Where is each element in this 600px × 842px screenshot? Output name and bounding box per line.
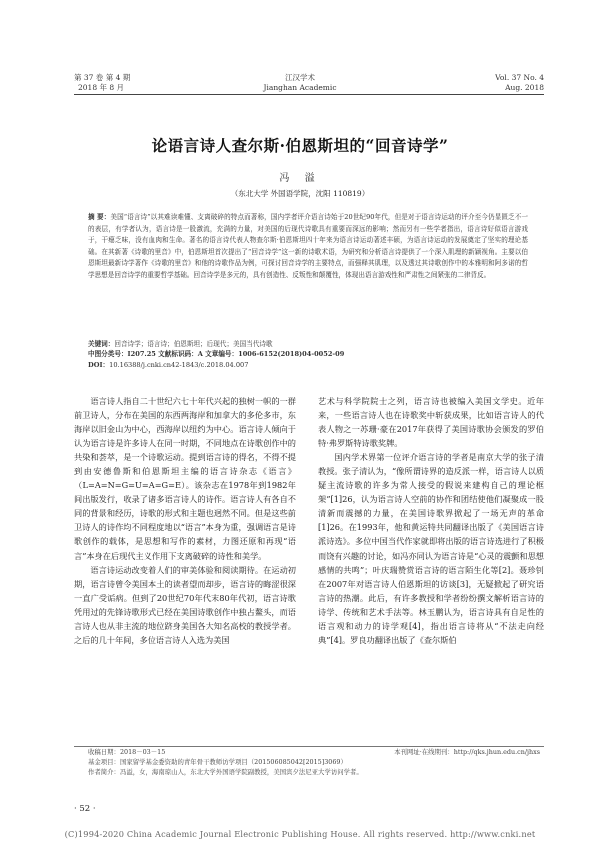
footnote-dates [88, 748, 540, 758]
header-journal-en: Jianghan Academic [263, 83, 337, 92]
abstract-label: 摘 要： [88, 213, 111, 221]
footnote-bio: 作者简介：冯溢，女，海南琼山人，东北大学外国语学院副教授，美国宾夕法尼亚大学访问学者。 [88, 767, 363, 776]
footnote-fund: 基金项目：国家留学基金委资助的青年骨干教师访学项目（201506085042[2015]3069） [88, 757, 347, 766]
header-volume-right [440, 73, 544, 93]
article-author: 冯 溢 [279, 173, 321, 184]
page-number: · 52 · [74, 804, 96, 814]
keywords-line [88, 339, 528, 349]
doi-line [88, 360, 528, 370]
body-column-right [318, 394, 544, 647]
header-date-cn: 2018 年 8 月 [78, 83, 125, 92]
body-paragraph: 语言诗人指自二十世纪六七十年代兴起的独树一帜的一群前卫诗人，分布在美国的东西两海岸和加拿大的多伦多市，东海岸以旧金山为中心，西海岸以纽约为中心。语言诗人倾向于认为语言诗是许多诗人在同一时期，不同地点在诗歌创作中的共染和荟萃，是一个诗歌运动。提到语言诗的得名，不得不提到由安德鲁斯和伯恩斯坦主编的语言诗杂志《语言》（L=A=N=G=U=A=G=E）。该杂志在1978年到1982年间出版发行，收录了诸多语言诗人的诗作。语言诗人有各自不同的背景和经历，诗歌的形式和主题也迥然不同。但是这些前卫诗人的诗作均不同程度地以“语言”本身为重，强调语言是诗歌创作的载体，是思想和写作的素材，力图还原和再现“语言”本身在后现代主义作用下支离破碎的诗性和美学。 [74, 396, 296, 561]
header-volume-cn: 第 37 卷 第 4 期 [74, 73, 131, 82]
keywords: 回音诗学；语言诗；伯恩斯坦；后现代；美国当代诗歌 [114, 340, 273, 348]
article-title: 论语言诗人查尔斯·伯恩斯坦的“回音诗学” [151, 136, 449, 155]
classification-line: 中图分类号：I207.25 文献标识码：A 文章编号：1006-6152(2018)04-0052-09 [88, 350, 345, 359]
header-volume-left [74, 73, 130, 93]
footnote-web: 本刊网址·在线期刊：http://qks.jhun.edu.cn/jhxs [394, 748, 540, 756]
abstract-text: 美国“语言诗”以其难读难懂、支离破碎的特点而著称，国内学者评介语言诗始于20世纪90年代，但是对于语言诗运动的评介至今仍显匮乏不一的表层，有学者认为，语言诗是一股激流，充满的力量，对美国的后现代诗歌具有重要而深远的影响；然而另有一些学者指出，语言诗好似语言游戏于，干瘪乏味，没有血肉和生命。著名的语言诗代表人物查尔斯·伯恩斯坦四十年来为语言诗运动著述丰硕，为语言诗运动的发展奠定了坚实的理论基础。在其新著《诗歌的里音》中，伯恩斯坦首次提出了“回音诗学”这一新的诗歌术语，为研究和分析语言诗提供了一个深入肌理的新颖视角。主要以伯恩斯坦最新诗学著作《诗歌的里音》和他的诗歌作品为例，可探讨回音诗学的主要特点，而强释其肌理，以及透过其诗歌创作中的本雅明和阿多诺的哲学思想是回音诗学的重要哲学基础。回音诗学是多元的，具有创造性、反叛性和颠覆性，体现出语言游戏性和严肃性之间紧张的二律背反。 [88, 213, 528, 279]
header-rule [74, 94, 544, 95]
body-column-left [74, 394, 296, 647]
header-journal-cn: 江汉学术 [285, 73, 315, 82]
article-meta [88, 339, 528, 370]
header-volume-en: Vol. 37 No. 4 [495, 73, 544, 82]
keywords-label: 关键词： [88, 340, 115, 348]
doi-label: DOI： [88, 360, 110, 369]
abstract [88, 212, 528, 282]
article-affiliation: （东北大学 外国语学院，沈阳 110819） [230, 189, 370, 198]
body-paragraph: 语言诗运动改变着人们的审美体验和阅读期待。在运动初期，语言诗曾令美国本土的读者望而却步，语言诗的晦涩很深一直广受诟病。但到了20世纪70年代末80年代初，语言诗歌凭用过的先锋诗歌形式已经在美国诗歌创作中独占鳌头，而语言诗人也从非主流的地位跻身美国各大知名高校的教授学者。之后的几十年间，多位语言诗人入选为美国 [74, 564, 296, 645]
header-date-en: Aug. 2018 [505, 83, 544, 92]
header-journal [230, 73, 370, 93]
footnote-received: 收稿日期：2018－03－15 [88, 748, 166, 756]
footnote-rule [74, 746, 544, 747]
body-paragraph: 艺术与科学院院士之列，语言诗也被编入美国文学史。近年来，一些语言诗人也在诗歌奖中斩获成果，比如语言诗人的代表人物之一苏珊·豪在2017年获得了美国诗歌协会颁发的罗伯特·弗罗斯特诗歌奖牌。 [318, 396, 544, 449]
footnotes [88, 748, 540, 777]
copyright-watermark: (C)1994-2020 China Academic Journal Electronic Publishing House. All rights reserved. http://www.cnki.net [64, 829, 536, 839]
doi-value: 10.16388/j.cnki.cn42-1843/c.2018.04.007 [109, 360, 249, 369]
body-paragraph: 国内学术界第一位评介语言诗的学者是南京大学的张子清教授。张子清认为，“像所谓诗界的造反派一样，语言诗人以质疑主流诗歌的许多为常人接受的假说来建构自己的理论框架”[1]26，认为语言诗人空前的协作和团结使他们凝聚成一股清新而震撼的力量，在美国诗歌界掀起了一场无声的革命[1]26。在1993年，他和黄运特共同翻译出版了《美国语言诗派诗选》。多位中国当代作家就即将出版的语言诗选进行了积极而饶有兴趣的讨论，如冯亦同认为语言诗是“心灵的震颤和思想感情的共鸣”；叶庆瑞赞赏语言诗的语言陌生化等[2]。聂珍钊在2007年对语言诗人伯恩斯坦的访谈[3]，无疑掀起了研究语言诗的热潮。此后，有许多教授和学者纷纷撰文解析语言诗的诗学、传统和艺术手法等。林玉鹏认为，语言诗具有自足性的语言观和动力的诗学观[4]，指出语言诗将从“不法走向经典”[4]。罗良功翻译出版了《查尔斯伯 [318, 452, 544, 645]
